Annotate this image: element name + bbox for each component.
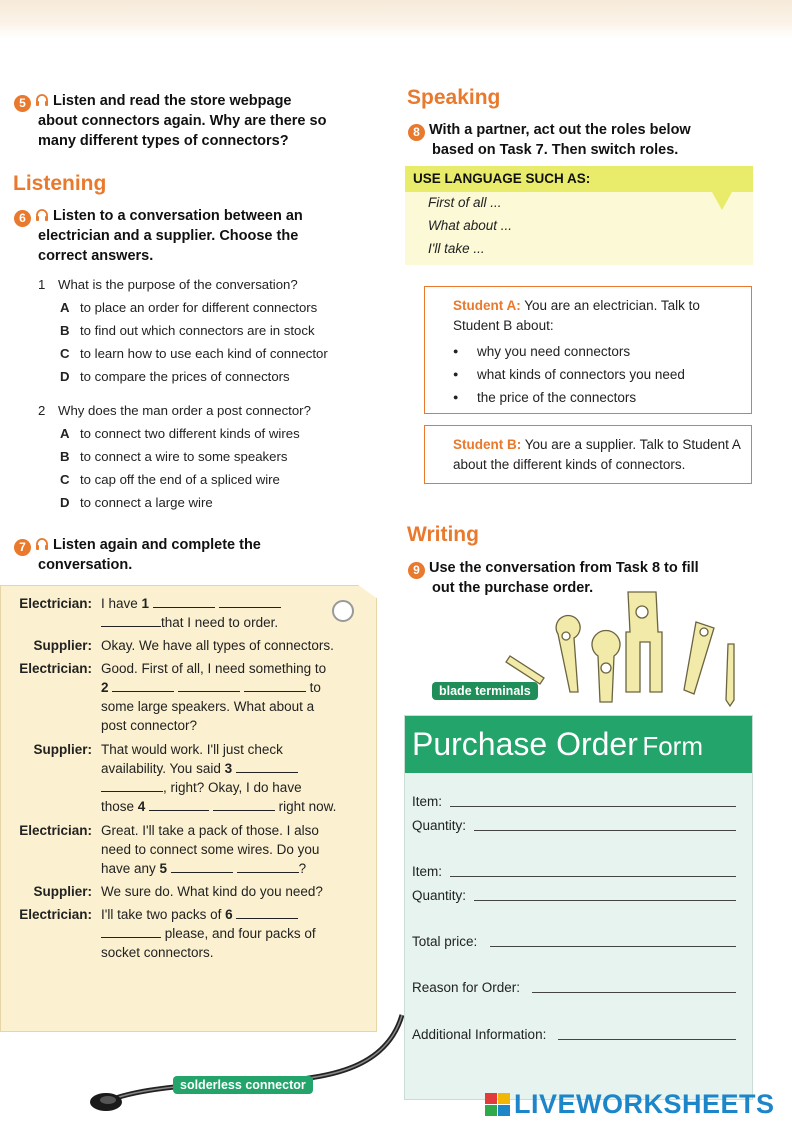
purchase-order-form — [404, 715, 753, 1100]
task-number-badge: 6 — [14, 210, 31, 227]
student-a-bullet: ● what kinds of connectors you need — [453, 363, 751, 386]
form-label-reason: Reason for Order: — [412, 980, 521, 995]
blank-number: 4 — [137, 799, 146, 814]
student-b-label: Student B: — [453, 437, 522, 452]
conv-line: Okay. We have all types of connectors. — [101, 638, 334, 653]
headphones-icon[interactable] — [35, 208, 49, 222]
task-8-line1: With a partner, act out the roles below — [429, 122, 691, 138]
student-a-bullet: ● the price of the connectors — [453, 386, 751, 409]
task-5 — [14, 92, 384, 151]
language-phrase: I'll take ... — [428, 241, 485, 256]
question-text: Why does the man order a post connector? — [58, 403, 311, 418]
task-number-badge: 8 — [408, 124, 425, 141]
speaker-label: Electrician: — [19, 907, 92, 922]
top-band — [0, 0, 792, 38]
answer-blank[interactable] — [149, 799, 209, 811]
task-number-badge: 9 — [408, 562, 425, 579]
speaking-heading: Speaking — [407, 86, 501, 109]
form-title: Purchase Order — [412, 726, 638, 762]
purchase-order-header — [405, 716, 752, 773]
language-box-arrow — [712, 192, 732, 210]
speaker-label: Supplier: — [33, 884, 92, 899]
conv-line: post connector? — [101, 718, 198, 733]
card-ring-hole — [332, 600, 354, 622]
form-label-item: Item: — [412, 794, 443, 809]
answer-blank[interactable] — [171, 861, 233, 873]
conv-line: some large speakers. What about a — [101, 699, 315, 714]
task-6 — [14, 207, 384, 266]
headphones-icon[interactable] — [35, 93, 49, 107]
language-box-heading: USE LANGUAGE SUCH AS: — [405, 166, 753, 192]
speaker-label: Supplier: — [33, 742, 92, 757]
question-text: What is the purpose of the conversation? — [58, 277, 298, 292]
speaker-label: Electrician: — [19, 661, 92, 676]
watermark-text: LIVEWORKSHEETS — [514, 1089, 775, 1119]
task-number-badge: 7 — [14, 539, 31, 556]
answer-option[interactable]: A to place an order for different connectors — [60, 300, 318, 315]
task-8 — [408, 121, 778, 161]
question-number: 2 — [38, 403, 46, 418]
answer-blank[interactable] — [213, 799, 275, 811]
form-label-additional-info: Additional Information: — [412, 1027, 547, 1042]
form-title-suffix: Form — [642, 731, 703, 761]
task-7 — [14, 536, 384, 576]
student-a-label: Student A: — [453, 298, 521, 313]
task-9-line2: out the purchase order. — [432, 580, 594, 596]
task-6-line3: correct answers. — [38, 247, 154, 264]
conv-line: 2 to — [101, 680, 321, 695]
answer-blank[interactable] — [101, 780, 163, 792]
answer-blank[interactable] — [236, 907, 298, 919]
task-7-line2: conversation. — [38, 557, 133, 573]
form-label-total-price: Total price: — [412, 934, 478, 949]
listening-heading: Listening — [13, 172, 107, 195]
student-a-box: Student A: You are an electrician. Talk to Student B about: ● why you need connectors ● what kinds of connectors you need ● the price of the connectors — [424, 286, 752, 414]
form-input-item[interactable] — [450, 876, 736, 877]
answer-blank[interactable] — [244, 680, 306, 692]
answer-blank[interactable] — [237, 861, 299, 873]
form-input-item[interactable] — [450, 806, 736, 807]
blade-terminals-label: blade terminals — [432, 682, 538, 700]
conv-line: that I need to order. — [101, 615, 278, 630]
form-label-item: Item: — [412, 864, 443, 879]
answer-option[interactable]: D to compare the prices of connectors — [60, 369, 290, 384]
answer-option[interactable]: D to connect a large wire — [60, 495, 213, 510]
solderless-connector-illustration — [86, 1010, 406, 1115]
question-1 — [38, 273, 383, 388]
task-5-line1: Listen and read the store webpage — [53, 93, 292, 109]
answer-option[interactable]: C to cap off the end of a spliced wire — [60, 472, 280, 487]
conv-line: need to connect some wires. Do you — [101, 842, 320, 857]
blank-number: 3 — [224, 761, 233, 776]
task-6-line2: electrician and a supplier. Choose the — [38, 228, 299, 244]
task-5-line3: many different types of connectors? — [38, 132, 289, 149]
blank-number: 2 — [101, 680, 109, 695]
blank-number: 1 — [141, 596, 150, 611]
answer-option[interactable]: C to learn how to use each kind of connector — [60, 346, 328, 361]
answer-option[interactable]: B to find out which connectors are in stock — [60, 323, 315, 338]
answer-blank[interactable] — [101, 615, 161, 627]
answer-option[interactable]: A to connect two different kinds of wires — [60, 426, 300, 441]
student-b-box: Student B: You are a supplier. Talk to Student A about the different kinds of connectors. — [424, 425, 752, 484]
question-2 — [38, 399, 383, 514]
conv-line: Good. First of all, I need something to — [101, 661, 327, 676]
form-label-quantity: Quantity: — [412, 818, 467, 833]
task-8-line2: based on Task 7. Then switch roles. — [432, 142, 679, 158]
task-5-line2: about connectors again. Why are there so — [38, 113, 327, 129]
blank-number: 5 — [159, 861, 168, 876]
form-input-quantity[interactable] — [474, 830, 736, 831]
conv-line: those 4 right now. — [101, 799, 337, 814]
writing-heading: Writing — [407, 523, 479, 546]
question-number: 1 — [38, 277, 46, 292]
form-input-total-price[interactable] — [490, 946, 736, 947]
answer-blank[interactable] — [153, 596, 215, 608]
task-9-line1: Use the conversation from Task 8 to fill — [429, 560, 699, 576]
language-phrase: What about ... — [428, 218, 513, 233]
speaker-label: Supplier: — [33, 638, 92, 653]
answer-option[interactable]: B to connect a wire to some speakers — [60, 449, 288, 464]
conv-line: have any 5 ? — [101, 861, 307, 876]
student-a-bullet: ● why you need connectors — [453, 340, 751, 363]
conv-line: I have 1 — [101, 596, 281, 611]
blank-number: 6 — [225, 907, 233, 922]
conv-line: We sure do. What kind do you need? — [101, 884, 323, 899]
conv-line: That would work. I'll just check — [101, 742, 283, 757]
answer-blank[interactable] — [101, 926, 161, 938]
conv-line: , right? Okay, I do have — [101, 780, 302, 795]
headphones-icon[interactable] — [35, 537, 49, 551]
task-number-badge: 5 — [14, 95, 31, 112]
conv-line: Great. I'll take a pack of those. I also — [101, 823, 319, 838]
conv-line: availability. You said 3 — [101, 761, 298, 776]
language-phrase: First of all ... — [428, 195, 502, 210]
speaker-label: Electrician: — [19, 596, 92, 611]
solderless-connector-label: solderless connector — [173, 1076, 313, 1094]
speaker-label: Electrician: — [19, 823, 92, 838]
answer-blank[interactable] — [112, 680, 174, 692]
form-label-quantity: Quantity: — [412, 888, 467, 903]
answer-blank[interactable] — [236, 761, 298, 773]
conv-line: socket connectors. — [101, 945, 214, 960]
task-6-line1: Listen to a conversation between an — [53, 208, 303, 224]
answer-blank[interactable] — [178, 680, 240, 692]
conv-line: I'll take two packs of 6 — [101, 907, 298, 922]
form-input-quantity[interactable] — [474, 900, 736, 901]
form-input-additional-info[interactable] — [558, 1039, 736, 1040]
conv-line: please, and four packs of — [101, 926, 316, 941]
form-input-reason[interactable] — [532, 992, 736, 993]
task-7-line1: Listen again and complete the — [53, 537, 261, 553]
answer-blank[interactable] — [219, 596, 281, 608]
liveworksheets-logo-icon — [485, 1093, 511, 1117]
